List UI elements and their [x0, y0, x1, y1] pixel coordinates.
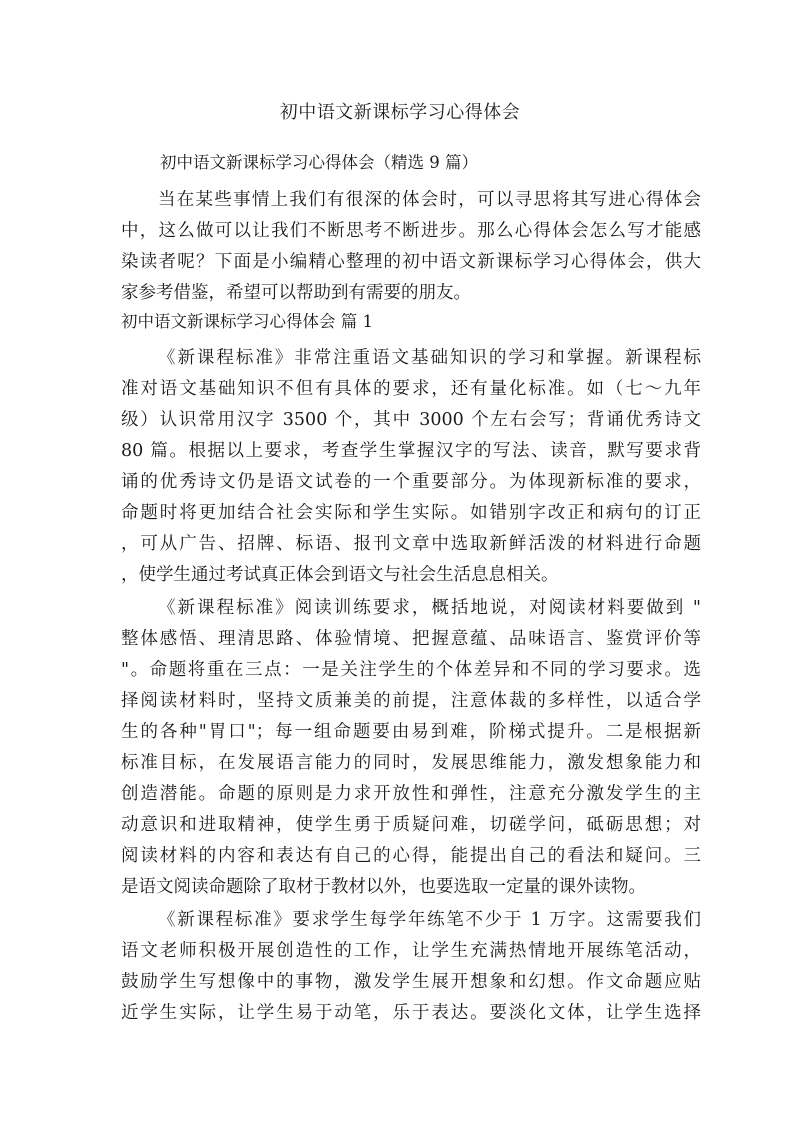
section-heading: 初中语文新课标学习心得体会 篇 1	[121, 312, 373, 331]
text-line: "。命题将重在三点：一是关注学生的个体差异和不同的学习要求。选	[121, 660, 701, 680]
text-line: 《新课程标准》阅读训练要求，概括地说，对阅读材料要做到 "	[158, 598, 701, 618]
text-line: 准对语文基础知识不但有具体的要求，还有量化标准。如（七～九年	[121, 379, 701, 399]
text-line: 《新课程标准》要求学生每学年练笔不少于 1 万字。这需要我们	[158, 910, 701, 930]
text-line: 当在某些事情上我们有很深的体会时，可以寻思将其写进心得体会	[158, 190, 701, 210]
text-line: 阅读材料的内容和表达有自己的心得，能提出自己的看法和疑问。三	[121, 846, 701, 866]
paragraph-1	[121, 343, 701, 591]
text-line: 近学生实际，让学生易于动笔，乐于表达。要淡化文体，让学生选择	[121, 1003, 701, 1023]
document-title: 初中语文新课标学习心得体会	[279, 102, 521, 123]
text-line: 染读者呢？下面是小编精心整理的初中语文新课标学习心得体会，供大	[121, 252, 701, 272]
text-line: ，可从广告、招牌、标语、报刊文章中选取新鲜活泼的材料进行命题	[121, 534, 701, 554]
text-line: 中，这么做可以让我们不断思考不断进步。那么心得体会怎么写才能感	[121, 221, 701, 241]
text-line: 80 篇。根据以上要求，考查学生掌握汉字的写法、读音，默写要求背	[121, 441, 701, 461]
text-line: 生的各种"胃口"；每一组命题要由易到难，阶梯式提升。二是根据新	[121, 722, 701, 742]
text-line: 鼓励学生写想像中的事物，激发学生展开想象和幻想。作文命题应贴	[121, 972, 701, 992]
text-line: 创造潜能。命题的原则是力求开放性和弹性，注意充分激发学生的主	[121, 784, 701, 804]
text-line: 择阅读材料时，坚持文质兼美的前提，注意体裁的多样性，以适合学	[121, 691, 701, 711]
text-line: 整体感悟、理清思路、体验情境、把握意蕴、品味语言、鉴赏评价等	[121, 629, 701, 649]
text-line: 是语文阅读命题除了取材于教材以外，也要选取一定量的课外读物。	[121, 877, 646, 897]
intro-paragraph	[121, 185, 701, 309]
text-line: 诵的优秀诗文仍是语文试卷的一个重要部分。为体现新标准的要求，	[121, 472, 701, 492]
document-subtitle: 初中语文新课标学习心得体会（精选 9 篇）	[160, 153, 478, 172]
paragraph-3	[121, 905, 701, 1029]
paragraph-2	[121, 593, 701, 903]
text-line: 《新课程标准》非常注重语文基础知识的学习和掌握。新课程标	[158, 348, 701, 368]
text-line: 命题时将更加结合社会实际和学生实际。如错别字改正和病句的订正	[121, 503, 701, 523]
text-line: 标准目标，在发展语言能力的同时，发展思维能力，激发想象能力和	[121, 753, 701, 773]
text-line: ，使学生通过考试真正体会到语文与社会生活息息相关。	[121, 565, 559, 585]
text-line: 动意识和进取精神，使学生勇于质疑问难，切磋学问，砥砺思想；对	[121, 815, 701, 835]
text-line: 家参考借鉴，希望可以帮助到有需要的朋友。	[121, 283, 471, 303]
text-line: 级）认识常用汉字 3500 个，其中 3000 个左右会写；背诵优秀诗文	[121, 410, 701, 430]
text-line: 语文老师积极开展创造性的工作，让学生充满热情地开展练笔活动，	[121, 941, 701, 961]
